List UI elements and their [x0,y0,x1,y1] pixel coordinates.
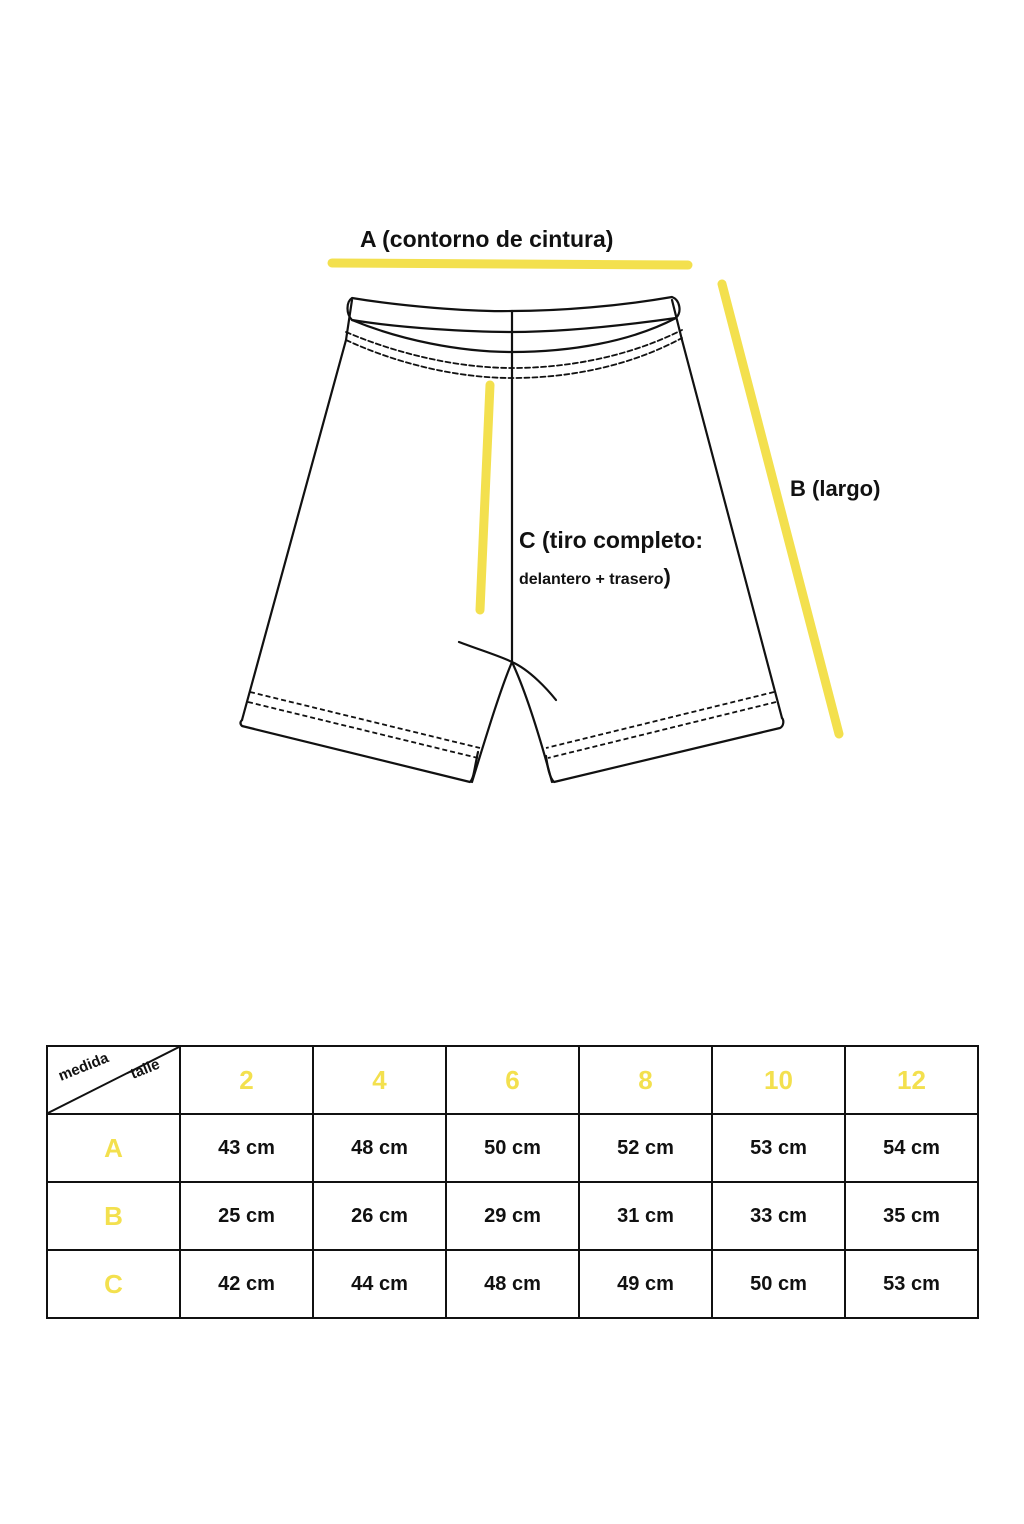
table-cell: 53 cm [712,1114,845,1182]
table-cell: 42 cm [180,1250,313,1318]
table-row [47,1114,978,1182]
table-cell: 26 cm [313,1182,446,1250]
table-header-row [47,1046,978,1114]
size-header: 12 [845,1046,978,1114]
measure-line-c [480,385,490,610]
hem-stitching-right [546,692,776,758]
label-c-rise: C (tiro completo: [519,527,703,553]
row-key: B [47,1182,180,1250]
label-c-detail-text: delantero + trasero [519,571,664,588]
table-cell: 48 cm [313,1114,446,1182]
size-header: 4 [313,1046,446,1114]
table-row [47,1182,978,1250]
table-cell: 53 cm [845,1250,978,1318]
table-cell: 44 cm [313,1250,446,1318]
corner-label-medida: medida [56,1049,112,1085]
table-corner-cell [47,1046,180,1114]
table-cell: 33 cm [712,1182,845,1250]
label-b-length: B (largo) [790,476,881,501]
table-cell: 50 cm [712,1250,845,1318]
table-cell: 50 cm [446,1114,579,1182]
table-cell: 31 cm [579,1182,712,1250]
table-cell: 43 cm [180,1114,313,1182]
table-cell: 49 cm [579,1250,712,1318]
table-row [47,1250,978,1318]
label-a-waist: A (contorno de cintura) [360,226,614,252]
size-table [46,1045,979,1319]
table-cell: 25 cm [180,1182,313,1250]
label-c-close-paren: ) [663,564,671,589]
row-key: A [47,1114,180,1182]
size-header: 10 [712,1046,845,1114]
table-cell: 54 cm [845,1114,978,1182]
corner-label-talle: talle [128,1055,163,1083]
measure-line-a [332,263,688,265]
size-header: 6 [446,1046,579,1114]
size-header: 8 [579,1046,712,1114]
table-cell: 35 cm [845,1182,978,1250]
row-key: C [47,1250,180,1318]
size-header: 2 [180,1046,313,1114]
table-cell: 29 cm [446,1182,579,1250]
label-c-rise-detail [519,564,671,590]
table-cell: 52 cm [579,1114,712,1182]
table-cell: 48 cm [446,1250,579,1318]
hem-stitching-left [248,692,480,758]
measure-line-b [722,284,839,734]
